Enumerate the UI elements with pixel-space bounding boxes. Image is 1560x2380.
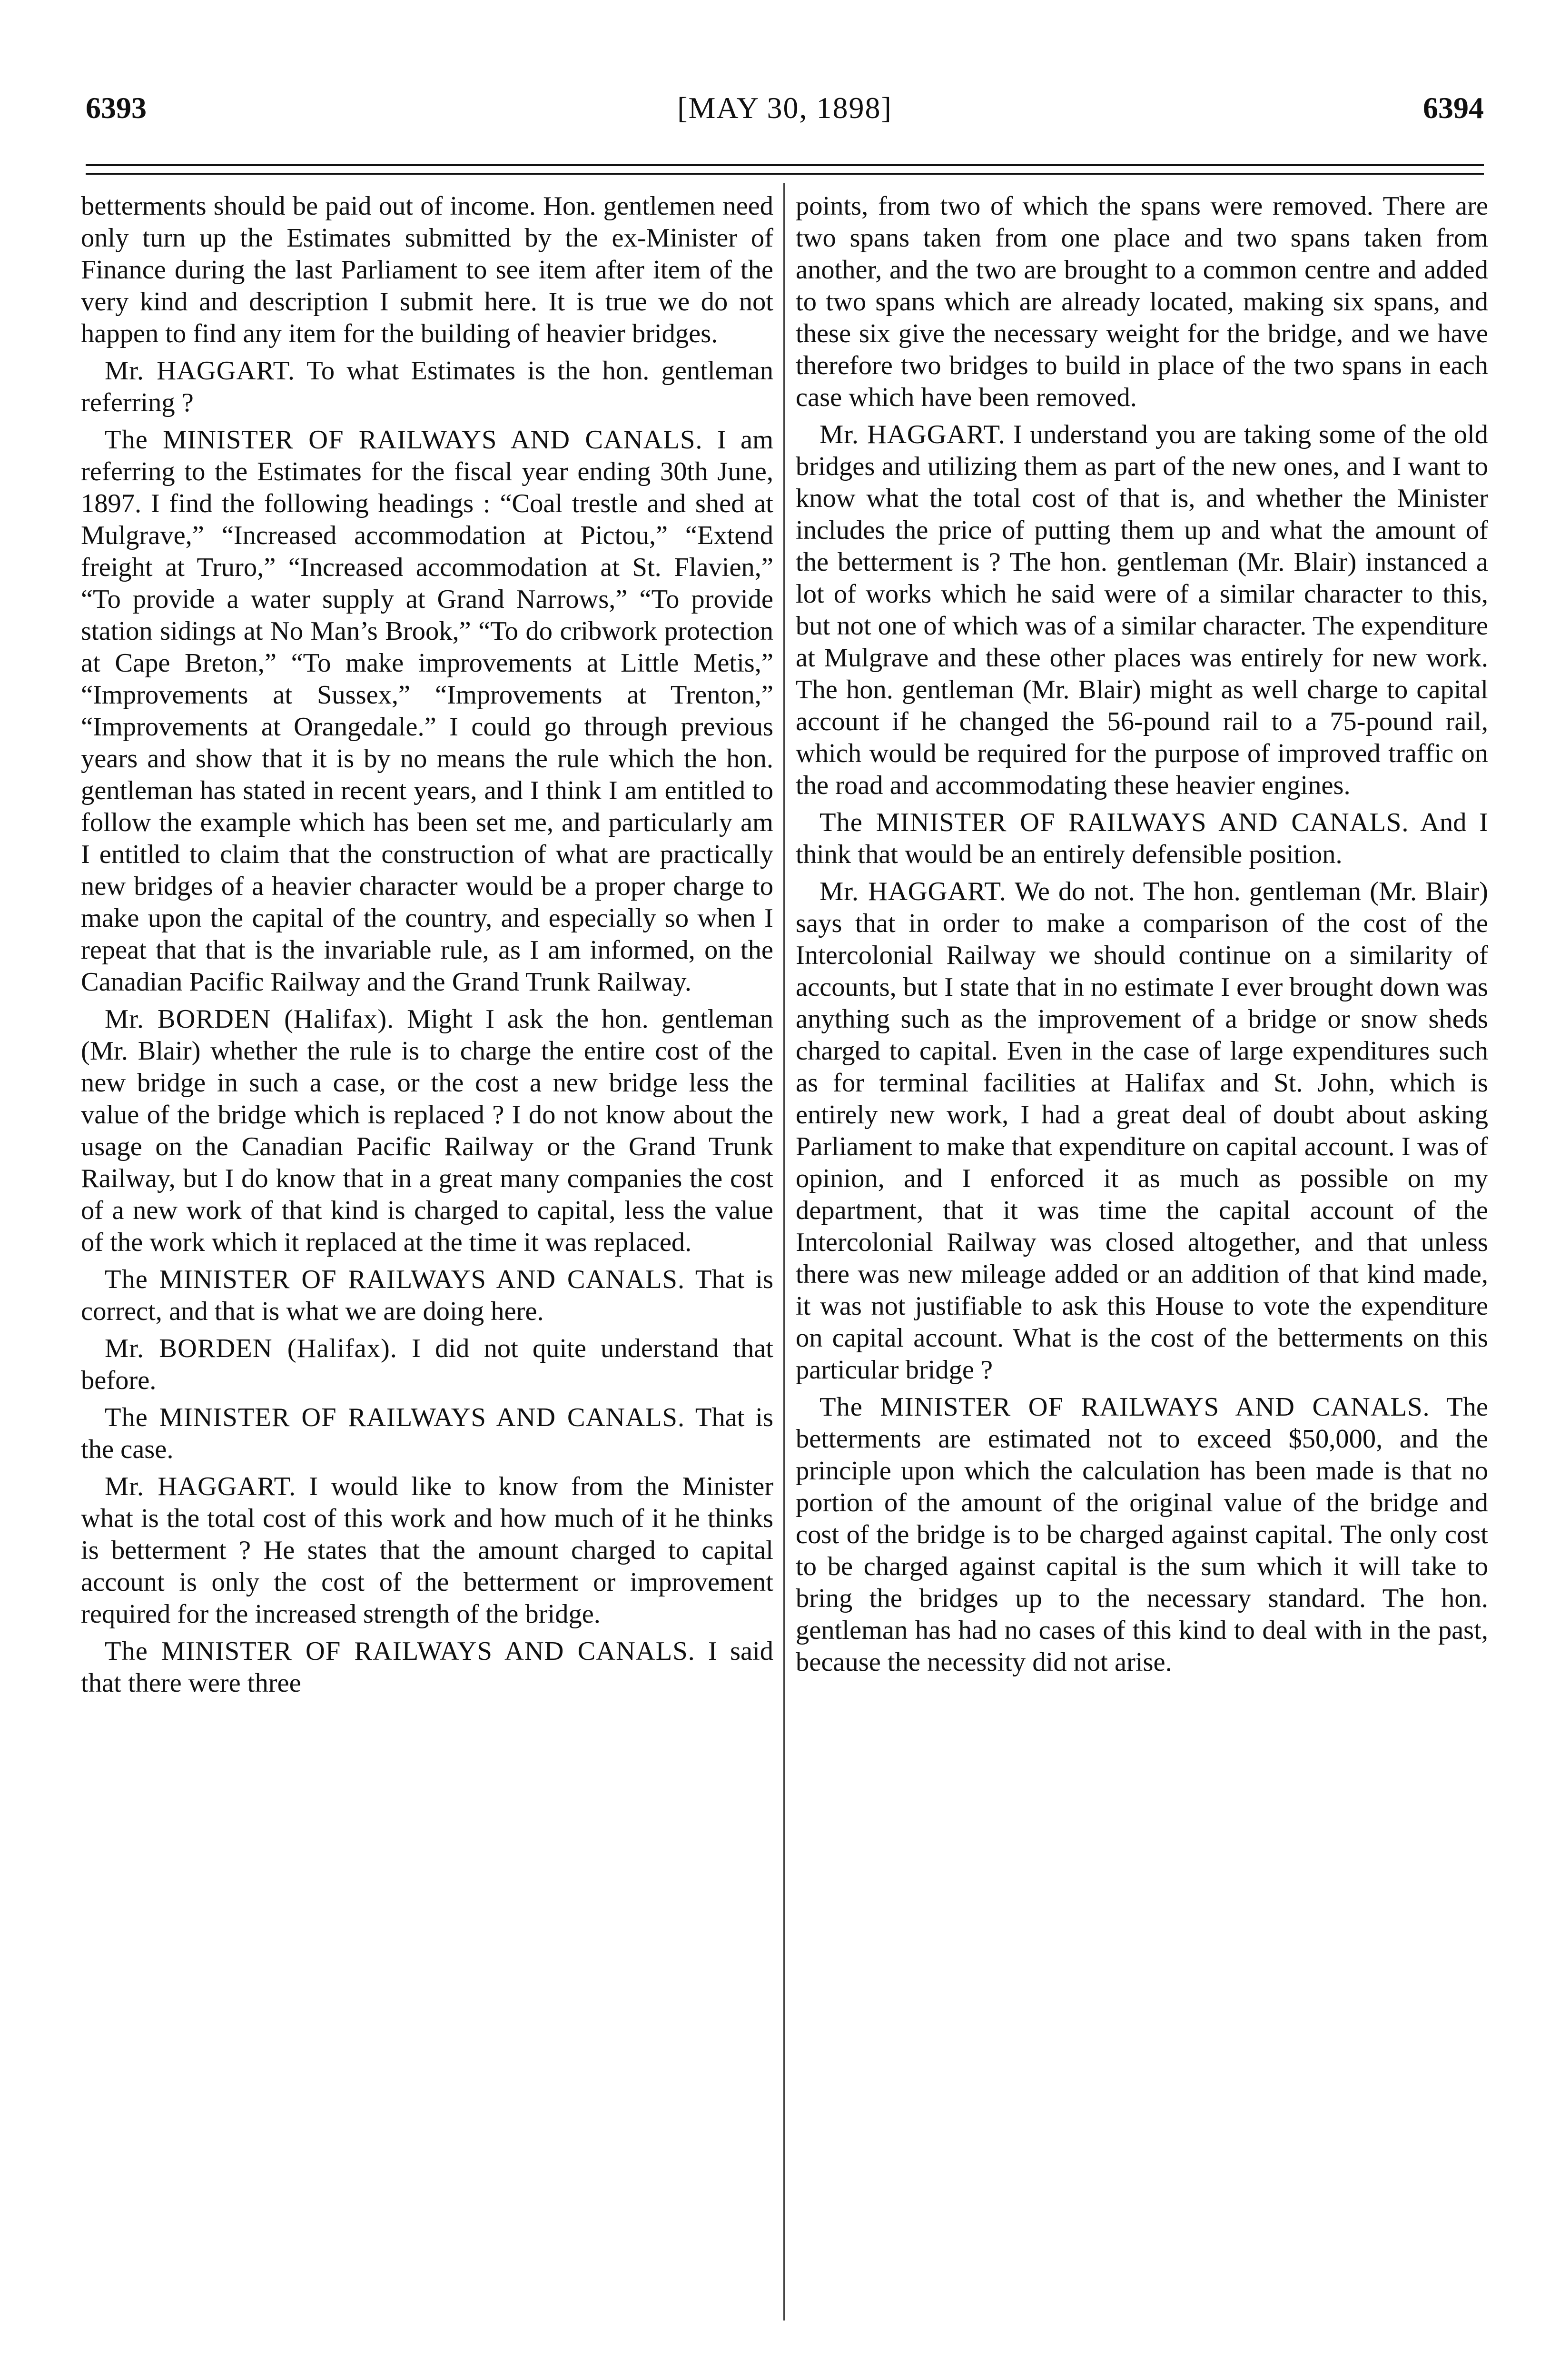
paragraph — [796, 807, 1488, 871]
column-divider — [783, 183, 785, 2320]
paragraph — [796, 419, 1488, 802]
speaker-name: Mr. HAGGART. — [105, 1472, 296, 1501]
paragraph — [81, 1636, 773, 1699]
speaker-name: The MINISTER OF RAILWAYS AND CANALS. — [105, 1265, 685, 1294]
paragraph-text: And I think that would be an entirely defensible position. — [796, 808, 1488, 869]
paragraph — [81, 190, 773, 350]
paragraph-text: I understand you are taking some of the old bridges and utilizing them as part of the new ones, and I want to know what the total cost of that is, and whether the Minister includes the price of putting them up and what the amount of the betterment is ? The hon. gentleman (Mr. Blair) instanced a lot of works which he said were of a similar character to this, but not one of which was of a similar character. The expenditure at Mulgrave and these other places was entirely for new work. The hon. gentleman (Mr. Blair) might as well charge to capital account if he changed the 56-pound rail to a 75-pound rail, which would be required for the purpose of improved traffic on the road and accommodating these heavier engines. — [796, 420, 1489, 800]
paragraph — [81, 1471, 773, 1630]
speaker-name: The MINISTER OF RAILWAYS AND CANALS. — [819, 808, 1409, 837]
paragraph-text: That is correct, and that is what we are doing here. — [81, 1265, 773, 1326]
paragraph-text: To what Estimates is the hon. gentleman referring ? — [81, 356, 773, 417]
speaker-name: Mr. HAGGART. — [105, 356, 296, 386]
speaker-name: The MINISTER OF RAILWAYS AND CANALS. — [105, 1636, 695, 1666]
speaker-name: Mr. BORDEN (Halifax). — [105, 1334, 397, 1363]
left-page-number: 6393 — [86, 91, 147, 125]
paragraph-text: betterments should be paid out of income. Hon. gentlemen need only turn up the Estimates submitted by the ex-Minister of Finance during the last Parliament to see item after item of the very kind and description I submit here. It is true we do not happen to find any item for the building of heavier bridges. — [81, 191, 773, 348]
page-date: [MAY 30, 1898] — [677, 91, 892, 125]
paragraph-text: We do not. The hon. gentleman (Mr. Blair) says that in order to make a comparison of the cost of the Intercolonial Railway we should continue on a similarity of accounts, but I state that in no estimate I ever brought down was anything such as the improvement of a bridge or snow sheds charged to capital. Even in the case of large expenditures such as for terminal facilities at Halifax and St. John, which is entirely new work, I had a great deal of doubt about asking Parliament to make that expenditure on capital account. I was of opinion, and I enforced it as much as possible on my department, that it was time the capital account of the Intercolonial Railway was closed altogether, and that unless there was new mileage added or an addition of that kind made, it was not justifiable to ask this House to vote the expenditure on capital account. What is the cost of the betterments on this particular bridge ? — [796, 877, 1489, 1385]
paragraph — [81, 1264, 773, 1328]
left-column — [81, 190, 773, 1705]
paragraph-text: The betterments are estimated not to exceed $50,000, and the principle upon which the calculation has been made is that no portion of the amount of the original value of the bridge and cost of the bridge is to be charged against capital. The only cost to be charged against capital is the sum which it will take to bring the bridges up to the necessary standard. The hon. gentleman has had no cases of this kind to deal with in the past, because the necessity did not arise. — [796, 1392, 1489, 1677]
paragraph-text: I would like to know from the Minister what is the total cost of this work and how much of it he thinks is betterment ? He states that the amount charged to capital account is only the cost of the betterment or improvement required for the increased strength of the bridge. — [81, 1472, 774, 1629]
speaker-name: The MINISTER OF RAILWAYS AND CANALS. — [105, 1403, 685, 1432]
speaker-name: Mr. HAGGART. — [819, 877, 1007, 906]
paragraph-text: points, from two of which the spans were removed. There are two spans taken from one place and two spans taken from another, and the two are brought to a common centre and added to two spans which are already located, making six spans, and these six give the necessary weight for the bridge, and we have therefore two bridges to build in place of the two spans in each case which have been removed. — [796, 191, 1488, 412]
right-column — [796, 190, 1488, 1684]
paragraph-text: I am referring to the Estimates for the fiscal year ending 30th June, 1897. I find the following headings : “Coal trestle and shed at Mulgrave,” “Increased accommodation at Pictou,” “Extend freight at Truro,” “Increased accommodation at St. Flavien,” “To provide a water supply at Grand Narrows,” “To provide station sidings at No Man’s Brook,” “To do cribwork protection at Cape Breton,” “To make improvements at Little Metis,” “Improvements at Sussex,” “Improvements at Trenton,” “Improvements at Orangedale.” I could go through previous years and show that it is by no means the rule which the hon. gentleman has stated in recent years, and I think I am entitled to follow the example which has been set me, and particularly am I entitled to claim that the construction of what are practically new bridges of a heavier character would be a proper charge to make upon the capital of the country, and especially so when I repeat that that is the invariable rule, as I am informed, on the Canadian Pacific Railway and the Grand Trunk Railway. — [81, 425, 774, 997]
paragraph-text: I said that there were three — [81, 1636, 774, 1698]
paragraph — [81, 355, 773, 419]
right-page-number: 6394 — [1423, 91, 1484, 125]
header-rule — [86, 164, 1484, 175]
speaker-name: The MINISTER OF RAILWAYS AND CANALS. — [105, 425, 703, 455]
paragraph — [796, 1391, 1488, 1678]
paragraph-text: That is the case. — [81, 1403, 773, 1464]
paragraph — [81, 1402, 773, 1466]
page-header — [86, 90, 1484, 143]
paragraph-text: I did not quite understand that before. — [81, 1334, 774, 1395]
paragraph — [81, 1333, 773, 1397]
paragraph — [796, 876, 1488, 1386]
speaker-name: The MINISTER OF RAILWAYS AND CANALS. — [819, 1392, 1430, 1422]
paragraph-text: Might I ask the hon. gentleman (Mr. Blair) whether the rule is to charge the entire cost of the new bridge in such a case, or the cost a new bridge less the value of the bridge which is replaced ? I do not know about the usage on the Canadian Pacific Railway or the Grand Trunk Railway, but I do know that in a great many companies the cost of a new work of that kind is charged to capital, less the value of the work which it replaced at the time it was replaced. — [81, 1004, 773, 1257]
paragraph — [81, 1003, 773, 1259]
speaker-name: Mr. BORDEN (Halifax). — [105, 1004, 395, 1034]
paragraph — [81, 424, 773, 998]
speaker-name: Mr. HAGGART. — [819, 420, 1006, 449]
paragraph — [796, 190, 1488, 414]
